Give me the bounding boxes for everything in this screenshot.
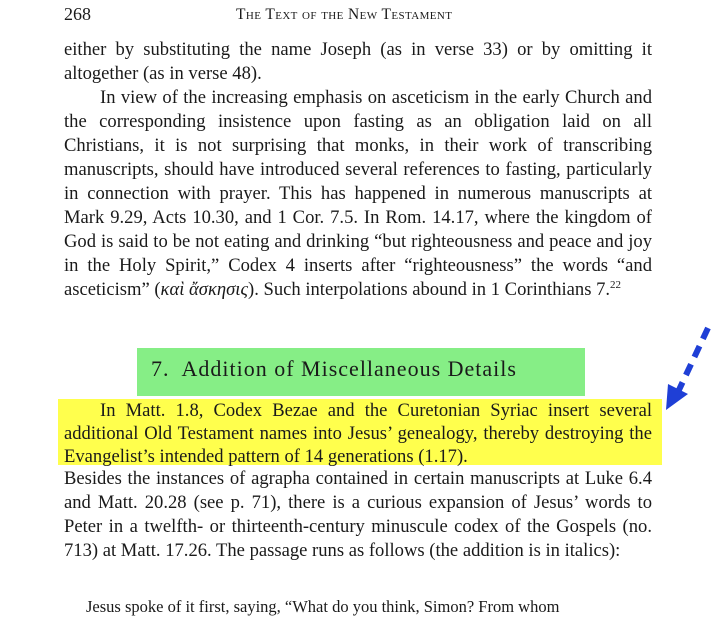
- dashed-arrow-icon: [660, 322, 720, 416]
- paragraph-agrapha: Besides the instances of agrapha contained in certain manuscripts at Luke 6.4 and Matt. 20.28 (see p. 71), there is a curious expansion of Jesus’ words to Peter in a twelfth- or thirteenth-century minuscule codex of the Gospels (no. 713) at Matt. 17.26. The passage runs as follows (the addition is in italics):: [64, 468, 652, 561]
- highlighted-paragraph: In Matt. 1.8, Codex Bezae and the Curetonian Syriac insert several additional Old Testament names into Jesus’ genealogy, thereby destroying the Evangelist’s intended pattern of 14 generations (1.17).: [64, 400, 652, 467]
- paragraph-text-end: ). Such interpolations abound in 1 Corinthians 7.: [248, 279, 611, 300]
- paragraph-text-start: In view of the increasing emphasis on asceticism in the early Church and the corresponding insistence upon fasting as an obligation laid on all Christians, it is not surprising that monks, in their work of transcribing manuscripts, should have introduced several references to fasting, particularly in connection with prayer. This has happened in numerous manuscripts at Mark 9.29, Acts 10.30, and 1 Cor. 7.5. In Rom. 14.17, where the kingdom of God is said to be not eating and drinking “but righteousness and peace and joy in the Holy Spirit,” Codex 4 inserts after “righteousness” the words “and asceticism” (: [64, 87, 652, 300]
- section-heading: [151, 356, 517, 382]
- section-title: Addition of Miscellaneous Details: [181, 356, 517, 381]
- page-number: 268: [64, 4, 91, 24]
- body-text: [64, 38, 652, 302]
- greek-phrase: καὶ ἄσκησις: [160, 279, 249, 300]
- footnote-ref: 22: [610, 278, 622, 291]
- paragraph-asceticism: [64, 86, 652, 302]
- block-quote: Jesus spoke of it first, saying, “What do you think, Simon? From whom: [86, 597, 560, 616]
- running-head: The Text of the New Testament: [236, 6, 453, 23]
- paragraph-continuation: either by substituting the name Joseph (as in verse 33) or by omitting it altogether (as in verse 48).: [64, 39, 652, 84]
- section-number: 7.: [151, 356, 170, 381]
- page-header: [64, 4, 664, 28]
